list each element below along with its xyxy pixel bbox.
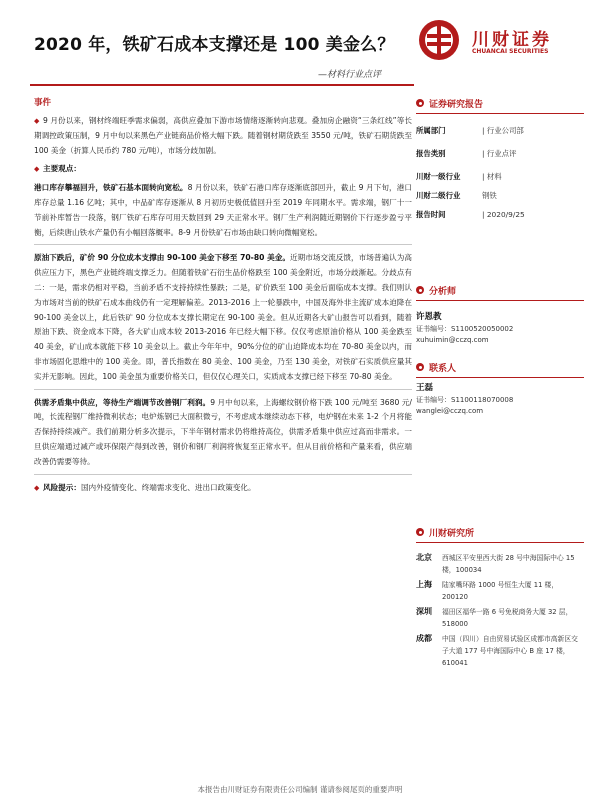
view-1-lead: 港口库存攀福回升，铁矿石基本面转向宽松。: [34, 183, 188, 193]
sidebar: [416, 96, 584, 669]
info-row: [416, 189, 584, 202]
divider: [34, 244, 412, 245]
contact-block: [416, 382, 584, 417]
risk-lead: 风险提示：: [43, 482, 81, 492]
contact-heading: [416, 360, 584, 374]
info-value: | 材料: [482, 172, 502, 181]
page-footer: 本报告由川财证券有限责任公司编制 谨请参阅尾页的重要声明: [197, 785, 403, 794]
view-paragraph-3: [34, 396, 412, 470]
view-2-text: 近期市场交流反馈，市场普遍认为高供应压力下，黑色产业链终端支撑乏力。但随着铁矿石衍生品价格跌至 100 美金附近，市场分歧渐起。分歧点有二：一是，需求仍相对平稳，当前矛盾不支持持续性暴跌；二是，矿价跌至 100 美金后面临成本支撑。我们则认为市场对当前的铁矿石成本曲线仍有一定理解偏差。2013-2016 上一轮暴跌中，中国及海外非主流矿成本迫降在 90-100 美金以上，此后铁矿 90 分位成本支撑长期定在 90-100 美金。但从近期各大矿山报告可以看到，随着原油下跌、资金成本下降，各大矿山成本较 2013-2016 年已经大幅下移。仅仅考虑原油价格从 100 美金跌至 40 美金，矿山成本就能下移 10 美金以上。截止今年年中，90%分位的矿山迫降成本均在 70-80 美金以内，而非市场固化思维中的 100 美金。即，普氏指数在 80 美金、100 美金，乃至 130 美金，对铁矿石实质供应量其实并无影响。因此，100 美金虽为重要价格关口，但仅仅心理关口，实质成本支撑已经下移至 70-80 美金。: [34, 253, 412, 381]
section-marker-icon: [416, 528, 424, 536]
info-value: | 行业点评: [482, 149, 517, 158]
info-key: 报告时间: [416, 210, 446, 219]
header-divider: [30, 84, 414, 86]
info-key: 川财二级行业: [416, 191, 461, 200]
analyst-heading: [416, 283, 584, 297]
views-heading-row: [34, 162, 412, 177]
institute-heading: [416, 525, 584, 539]
analyst-title: 分析师: [429, 286, 457, 297]
bullet-icon: ◆: [34, 165, 40, 174]
info-value: | 2020/9/25: [482, 210, 525, 219]
report-info-heading: [416, 96, 584, 110]
report-subtitle: —材料行业点评: [318, 70, 382, 80]
risk-text: 国内外疫情变化、终端需求变化、进出口政策变化。: [80, 482, 256, 492]
info-key: 报告类别: [416, 149, 446, 158]
info-key: 所属部门: [416, 126, 446, 135]
view-paragraph-2: [34, 251, 412, 384]
analyst-block: [416, 311, 584, 346]
office-row: [416, 579, 584, 603]
view-1-text: 8 月份以来，铁矿石港口库存逐渐底部回升，截止 9 月下旬，港口库存总量 1.16 亿吨；其中，中品矿库存逐渐从 8 月初历史极低值回升至 2019 年同期水平。需求端，钢厂十一节前补库暂告一段落，钢厂铁矿石库存可用天数回到 29 天正常水平。钢厂生产利润随近期钢价下行逐步盈亏平衡，后续唐山铁水产量仍有小幅回落概率。8-9 月份铁矿石市场由缺口转向微幅宽松。: [34, 183, 413, 237]
institute-title: 川财研究所: [429, 528, 475, 539]
analyst-cert: 证书编号：S1100520050002: [416, 325, 514, 333]
office-address: 福田区福华一路 6 号免税商务大厦 32 层，518000: [442, 608, 573, 628]
section-marker-icon: [416, 363, 424, 371]
office-row: [416, 606, 584, 630]
analyst-email[interactable]: xuhuimin@cczq.com: [416, 336, 489, 344]
section-marker-icon: [416, 99, 424, 107]
section-marker-icon: [416, 286, 424, 294]
office-address: 中国（四川）自由贸易试验区成都市高新区交子大道 177 号中海国际中心 B 座 17 楼，610041: [442, 635, 578, 667]
logo-text-cn: 川财证券: [472, 30, 552, 50]
view-3-lead: 供需矛盾集中供应，等待生产端调节改善钢厂利润。: [34, 397, 211, 407]
info-row: [416, 170, 584, 183]
contact-email[interactable]: wanglei@cczq.com: [416, 407, 484, 415]
contact-name: 王磊: [416, 383, 434, 393]
info-key: 川财一级行业: [416, 172, 461, 181]
report-info-title: 证券研究报告: [429, 99, 484, 110]
bullet-icon: ◆: [34, 483, 40, 492]
info-value: 钢铁: [482, 191, 497, 200]
sidebar-divider: [416, 300, 584, 301]
bullet-icon: ◆: [34, 117, 40, 125]
event-text: 9 月份以来，钢材终端旺季需求偏弱，高供应叠加下游市场情绪逐渐转向悲观。叠加房企融资“三条红线”等长期调控政策压制，9 月中旬以来黑色产业链商品价格大幅下跌。随着钢材期货跌至 3550 元/吨，铁矿石期货跌至 100 美金（折算人民币约 780 元/吨），市场分歧加剧。: [34, 116, 412, 155]
report-title: 2020 年，铁矿石成本支撑还是 100 美金么？: [34, 35, 395, 55]
view-3-text: 9 月中旬以来，上海螺纹钢价格下跌 100 元/吨至 3680 元/吨，长流程钢厂维持微利状态；电炉炼钢已大面积微亏，不考虑成本继续动态下移，电炉钢在未来 1-2 个月将能否保持持续减产。我们前期分析多次提示，下半年钢材需求仍将维持高位，供需矛盾集中供应过高而非需求。一旦供应端通过减产或环保限产得到改善，钢价和钢厂利润将恢复至正常水平。但从目前价格和产量来看，供应端改善仍需要等待。: [34, 397, 412, 466]
office-city: 上海: [416, 580, 432, 589]
office-address: 西城区平安里西大街 28 号中海国际中心 15 楼，100034: [442, 554, 575, 574]
sidebar-divider: [416, 113, 584, 114]
office-row: [416, 552, 584, 576]
view-paragraph-1: [34, 181, 412, 240]
event-paragraph: [34, 114, 412, 158]
contact-cert: 证书编号：S1100118070008: [416, 396, 514, 404]
main-content: [34, 96, 412, 499]
company-logo: [418, 19, 568, 69]
logo-text-en: CHUANCAI SECURITIES: [472, 48, 549, 55]
views-heading: 主要观点：: [43, 164, 81, 174]
risk-paragraph: [34, 481, 412, 496]
office-city: 成都: [416, 634, 432, 643]
office-row: [416, 633, 584, 669]
office-city: 北京: [416, 553, 432, 562]
info-row: [416, 124, 584, 137]
contact-title: 联系人: [429, 363, 457, 374]
divider: [34, 474, 412, 475]
info-row: [416, 208, 584, 221]
info-value: | 行业公司部: [482, 126, 524, 135]
divider: [34, 389, 412, 390]
analyst-name: 许恩教: [416, 312, 442, 322]
info-row: [416, 147, 584, 160]
report-header: [0, 0, 600, 90]
view-2-lead: 原油下跌后，矿价 90 分位成本支撑由 90-100 美金下移至 70-80 美金。: [34, 253, 290, 263]
office-address: 陆家嘴环路 1000 号恒生大厦 11 楼，200120: [442, 581, 559, 601]
office-city: 深圳: [416, 607, 432, 616]
sidebar-divider: [416, 377, 584, 378]
logo-mark-icon: [418, 19, 460, 61]
event-heading: 事件: [34, 98, 52, 108]
